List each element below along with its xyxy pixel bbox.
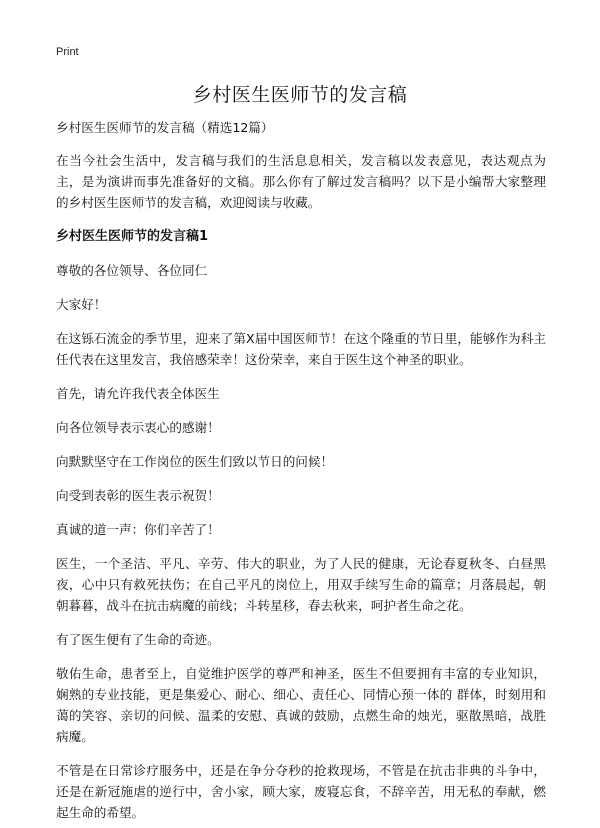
paragraph: 大家好！: [56, 297, 107, 312]
paragraph: 首先，请允许我代表全体医生: [56, 386, 220, 401]
paragraph: 在这铄石流金的季节里，迎来了第X届中国医师节！在这个隆重的节日里，能够作为科主任代表在这里发言，我倍感荣幸！这份荣幸，来自于医生这个神圣的职业。: [56, 331, 546, 367]
print-label[interactable]: Print: [56, 46, 79, 58]
section-heading: 乡村医生医师节的发言稿1: [56, 229, 209, 244]
document-body: [56, 117, 546, 828]
paragraph: 医生，一个圣洁、平凡、辛劳、伟大的职业，为了人民的健康，无论春夏秋冬、白昼黑夜，心中只有救死扶伤；在自己平凡的岗位上，用双手续写生命的篇章；月落晨起，朝朝暮暮，战斗在抗击病魔的前线；斗转星移，春去秋来，呵护者生命之花。: [56, 556, 546, 613]
paragraph: 有了医生便有了生命的奇迹。: [56, 632, 220, 647]
paragraph: 向受到表彰的医生表示祝贺！: [56, 488, 220, 503]
paragraph: 真诚的道一声：你们辛苦了！: [56, 522, 220, 537]
intro-paragraph: 在当今社会生活中，发言稿与我们的生活息息相关，发言稿以发表意见，表达观点为主，是为演讲而事先准备好的文稿。那么你有了解过发言稿吗？以下是小编帮大家整理的乡村医生医师节的发言稿，欢迎阅读与收藏。: [56, 153, 546, 210]
paragraph: 敬佑生命，患者至上，自觉维护医学的尊严和神圣，医生不但要拥有丰富的专业知识，娴熟的专业技能，更是集爱心、耐心、细心、责任心、同情心预一体的 群体，时刻用和蔼的笑容、亲切的问候、温柔的安慰、真诚的鼓励，点燃生命的烛光，驱散黑暗，战胜病魔。: [56, 666, 546, 744]
paragraph: 向各位领导表示衷心的感谢！: [56, 420, 220, 435]
paragraph: 尊敬的各位领导、各位同仁: [56, 263, 208, 278]
document-subtitle: 乡村医生医师节的发言稿（精选12篇）: [56, 120, 274, 135]
document-title: 乡村医生医师节的发言稿: [192, 84, 408, 106]
paragraph: 不管是在日常诊疗服务中，还是在争分夺秒的抢救现场，不管是在抗击非典的斗争中，还是在新冠施虐的逆行中，舍小家，顾大家，废寝忘食，不辞辛苦，用无私的奉献，燃起生命的希望。: [56, 763, 546, 820]
paragraph: 向默默坚守在工作岗位的医生们致以节日的问候！: [56, 454, 334, 469]
